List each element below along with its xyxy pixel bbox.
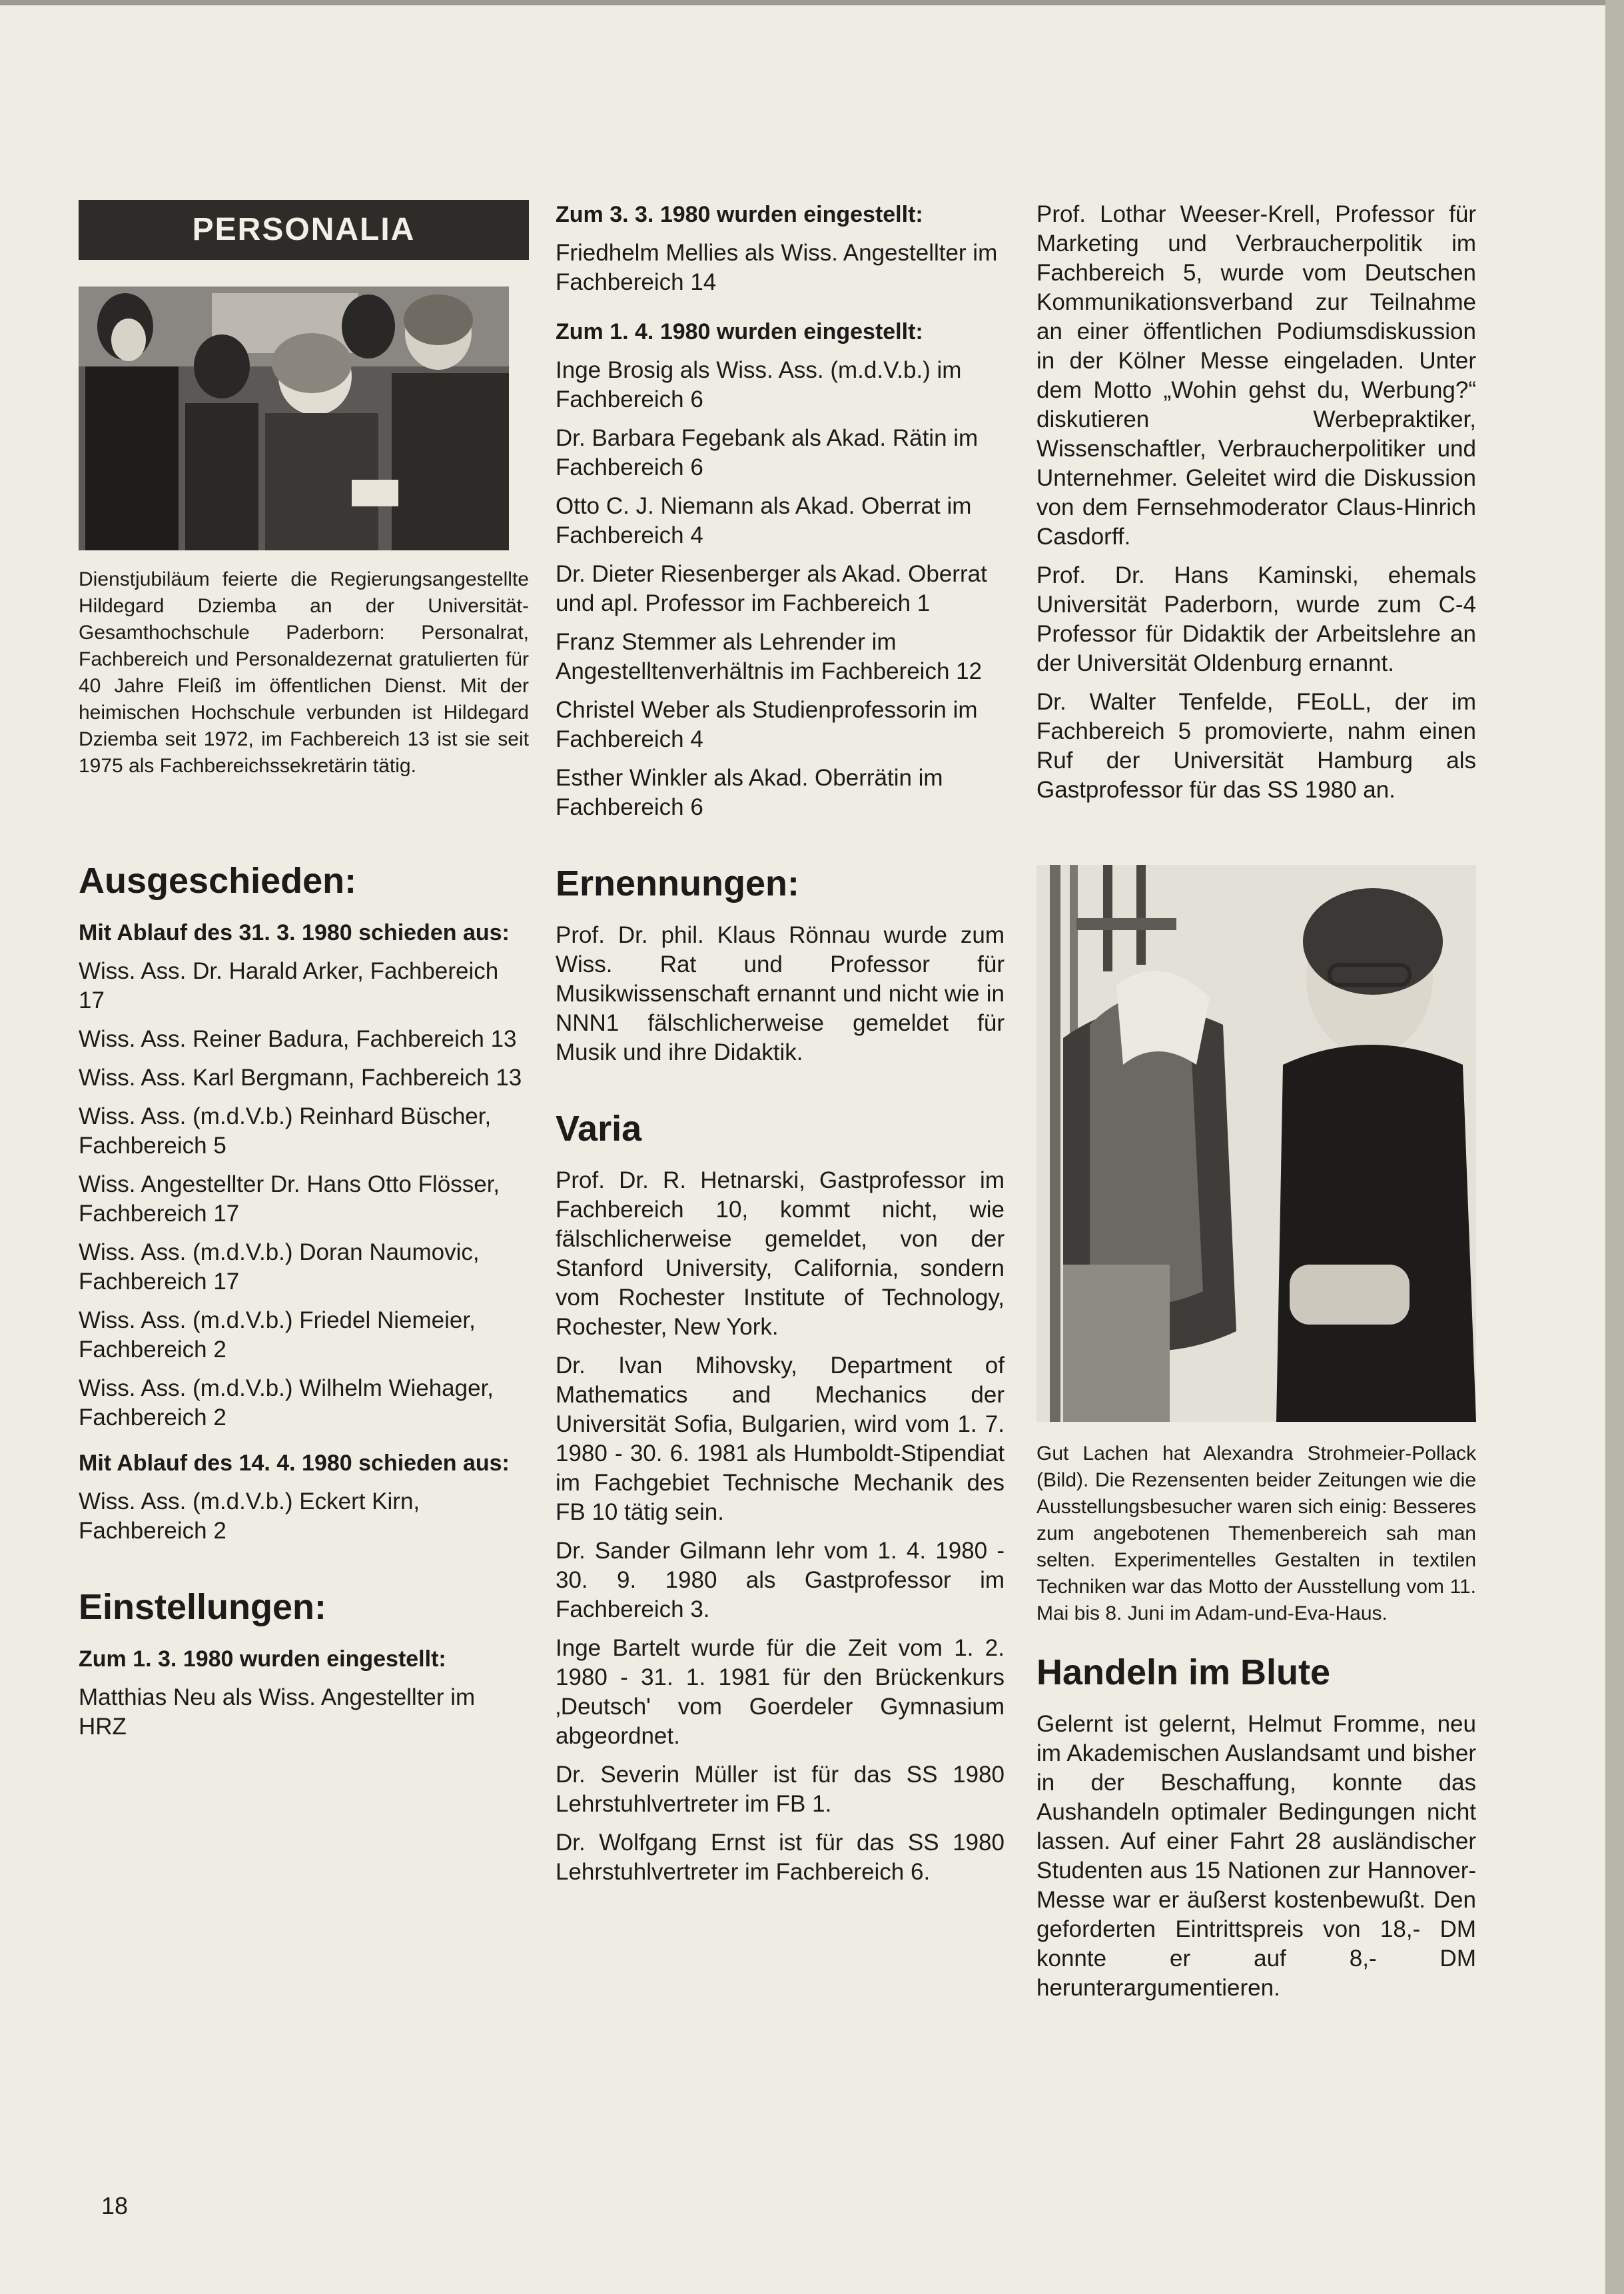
varia-paragraph: Dr. Ivan Mihovsky, Department of Mathematics and Mechanics der Universität Sofia, Bulgarien, wird vom 1. 7. 1980 - 30. 6. 1981 als Humboldt-Stipendiat im Fachgebiet Technische Mechanik des FB 10 tätig sein.	[556, 1353, 1005, 1525]
page-edge	[1605, 0, 1624, 2294]
column-middle	[556, 200, 1005, 1896]
varia-paragraph: Dr. Sander Gilmann lehr vom 1. 4. 1980 - 30. 9. 1980 als Gastprofessor im Fachbereich 3.	[556, 1538, 1005, 1622]
heading-ausgeschieden: Ausgeschieden:	[79, 861, 357, 901]
photo2-caption: Gut Lachen hat Alexandra Strohmeier-Pollack (Bild). Die Rezensenten beider Zeitungen wie die Ausstellungsbesucher waren sich einig: Besseres zum angebotenen Themenbereich sah man selten. Experimentelles Gestalten in textilen Techniken war das Motto der Ausstellung vom 11. Mai bis 8. Juni im Adam-und-Eva-Haus.	[1036, 1442, 1476, 1624]
einstellungen-g3-head: Zum 1. 4. 1980 wurden eingestellt:	[556, 319, 923, 344]
list-item: Wiss. Ass. Dr. Harald Arker, Fachbereich 17	[79, 958, 499, 1013]
list-item: Wiss. Ass. (m.d.V.b.) Eckert Kirn, Fachbereich 2	[79, 1488, 420, 1544]
ausgeschieden-group1-head: Mit Ablauf des 31. 3. 1980 schieden aus:	[79, 920, 510, 945]
list-item: Dr. Dieter Riesenberger als Akad. Oberrat und apl. Professor im Fachbereich 1	[556, 561, 987, 616]
list-item: Dr. Barbara Fegebank als Akad. Rätin im Fachbereich 6	[556, 425, 979, 480]
varia-paragraph: Inge Bartelt wurde für die Zeit vom 1. 2. 1980 - 31. 1. 1981 für den Brückenkurs ‚Deutsch' vom Goerdeler Gymnasium abgeordnet.	[556, 1635, 1005, 1749]
heading-ernennungen: Ernennungen:	[556, 863, 799, 903]
varia-paragraph: Dr. Severin Müller ist für das SS 1980 Lehrstuhlvertreter im FB 1.	[556, 1762, 1005, 1817]
varia-paragraph: Dr. Wolfgang Ernst ist für das SS 1980 Lehrstuhlvertreter im Fachbereich 6.	[556, 1830, 1005, 1885]
news-paragraph: Prof. Lothar Weeser-Krell, Professor für Marketing und Verbraucherpolitik im Fachbereich 5, wurde vom Deutschen Kommunikationsverband zur Teilnahme an einer öffentlichen Podiumsdiskussion in der Kölner Messe eingeladen. Unter dem Motto „Wohin gehst du, Werbung?“ diskutieren Werbepraktiker, Wissenschaftler, Verbraucherpolitiker und Unternehmer. Geleitet wird die Diskussion von dem Fernsehmoderator Claus-Hinrich Casdorff.	[1036, 201, 1476, 550]
heading-varia: Varia	[556, 1109, 642, 1149]
list-item: Inge Brosig als Wiss. Ass. (m.d.V.b.) im Fachbereich 6	[556, 357, 962, 412]
list-item: Matthias Neu als Wiss. Angestellter im HRZ	[79, 1684, 476, 1740]
handeln-text: Gelernt ist gelernt, Helmut Fromme, neu im Akademischen Auslandsamt und bisher in der Beschaffung, konnte das Aushandeln optimaler Bedingungen nicht lassen. Auf einer Fahrt 28 ausländischer Studenten aus 15 Nationen zur Hannover-Messe war er äußerst kostenbewußt. Den geforderten Eintrittspreis von 18,- DM konnte er auf 8,- DM herunterargumentieren.	[1036, 1711, 1476, 2001]
group-photo	[79, 287, 509, 550]
list-item: Otto C. J. Niemann als Akad. Oberrat im Fachbereich 4	[556, 493, 972, 548]
list-item: Wiss. Ass. Reiner Badura, Fachbereich 13	[79, 1026, 517, 1052]
varia-paragraph: Prof. Dr. R. Hetnarski, Gastprofessor im Fachbereich 10, kommt nicht, wie fälschlicherweise gemeldet, von der Stanford University, California, sondern vom Rochester Institute of Technology, Rochester, New York.	[556, 1167, 1005, 1340]
heading-einstellungen: Einstellungen:	[79, 1587, 327, 1627]
column-right	[1036, 200, 1476, 2012]
ernennungen-text: Prof. Dr. phil. Klaus Rönnau wurde zum Wiss. Rat und Professor für Musikwissenschaft ernannt und nicht wie in NNN1 fälschlicherweise gemeldet für Musik und ihre Didaktik.	[556, 922, 1005, 1065]
list-item: Wiss. Ass. (m.d.V.b.) Doran Naumovic, Fachbereich 17	[79, 1239, 480, 1295]
ausgeschieden-group2-head: Mit Ablauf des 14. 4. 1980 schieden aus:	[79, 1450, 510, 1476]
list-item: Esther Winkler als Akad. Oberrätin im Fachbereich 6	[556, 765, 943, 820]
heading-handeln: Handeln im Blute	[1036, 1652, 1331, 1692]
exhibition-photo	[1036, 865, 1476, 1422]
page-number: 18	[101, 2192, 129, 2219]
exhibition-photo-image	[1036, 865, 1476, 1422]
list-item: Wiss. Angestellter Dr. Hans Otto Flösser, Fachbereich 17	[79, 1171, 500, 1227]
section-banner: PERSONALIA	[79, 200, 529, 260]
list-item: Wiss. Ass. Karl Bergmann, Fachbereich 13	[79, 1065, 522, 1091]
list-item: Franz Stemmer als Lehrender im Angestelltenverhältnis im Fachbereich 12	[556, 629, 983, 684]
top-rule	[0, 0, 1624, 5]
news-paragraph: Dr. Walter Tenfelde, FEoLL, der im Fachbereich 5 promovierte, nahm einen Ruf der Universität Hamburg als Gastprofessor für das SS 1980 an.	[1036, 689, 1476, 803]
list-item: Wiss. Ass. (m.d.V.b.) Wilhelm Wiehager, Fachbereich 2	[79, 1375, 494, 1431]
list-item: Wiss. Ass. (m.d.V.b.) Reinhard Büscher, Fachbereich 5	[79, 1103, 492, 1159]
column-left	[79, 200, 529, 1751]
einstellungen-g2-head: Zum 3. 3. 1980 wurden eingestellt:	[556, 202, 923, 227]
news-paragraph: Prof. Dr. Hans Kaminski, ehemals Universität Paderborn, wurde zum C-4 Professor für Didaktik der Arbeitslehre an der Universität Oldenburg ernannt.	[1036, 562, 1476, 676]
list-item: Friedhelm Mellies als Wiss. Angestellter im Fachbereich 14	[556, 240, 998, 295]
list-item: Christel Weber als Studienprofessorin im Fachbereich 4	[556, 697, 978, 752]
photo1-caption: Dienstjubiläum feierte die Regierungsangestellte Hildegard Dziemba an der Universität-Gesamthochschule Paderborn: Personalrat, Fachbereich und Personaldezernat gratulierten für 40 Jahre Fleiß im öffentlichen Dienst. Mit der heimischen Hochschule verbunden ist Hildegard Dziemba seit 1972, im Fachbereich 13 ist sie seit 1975 als Fachbereichssekretärin tätig.	[79, 568, 529, 777]
einstellungen-g1-head: Zum 1. 3. 1980 wurden eingestellt:	[79, 1646, 446, 1672]
list-item: Wiss. Ass. (m.d.V.b.) Friedel Niemeier, Fachbereich 2	[79, 1307, 476, 1363]
group-photo-image	[79, 287, 509, 550]
